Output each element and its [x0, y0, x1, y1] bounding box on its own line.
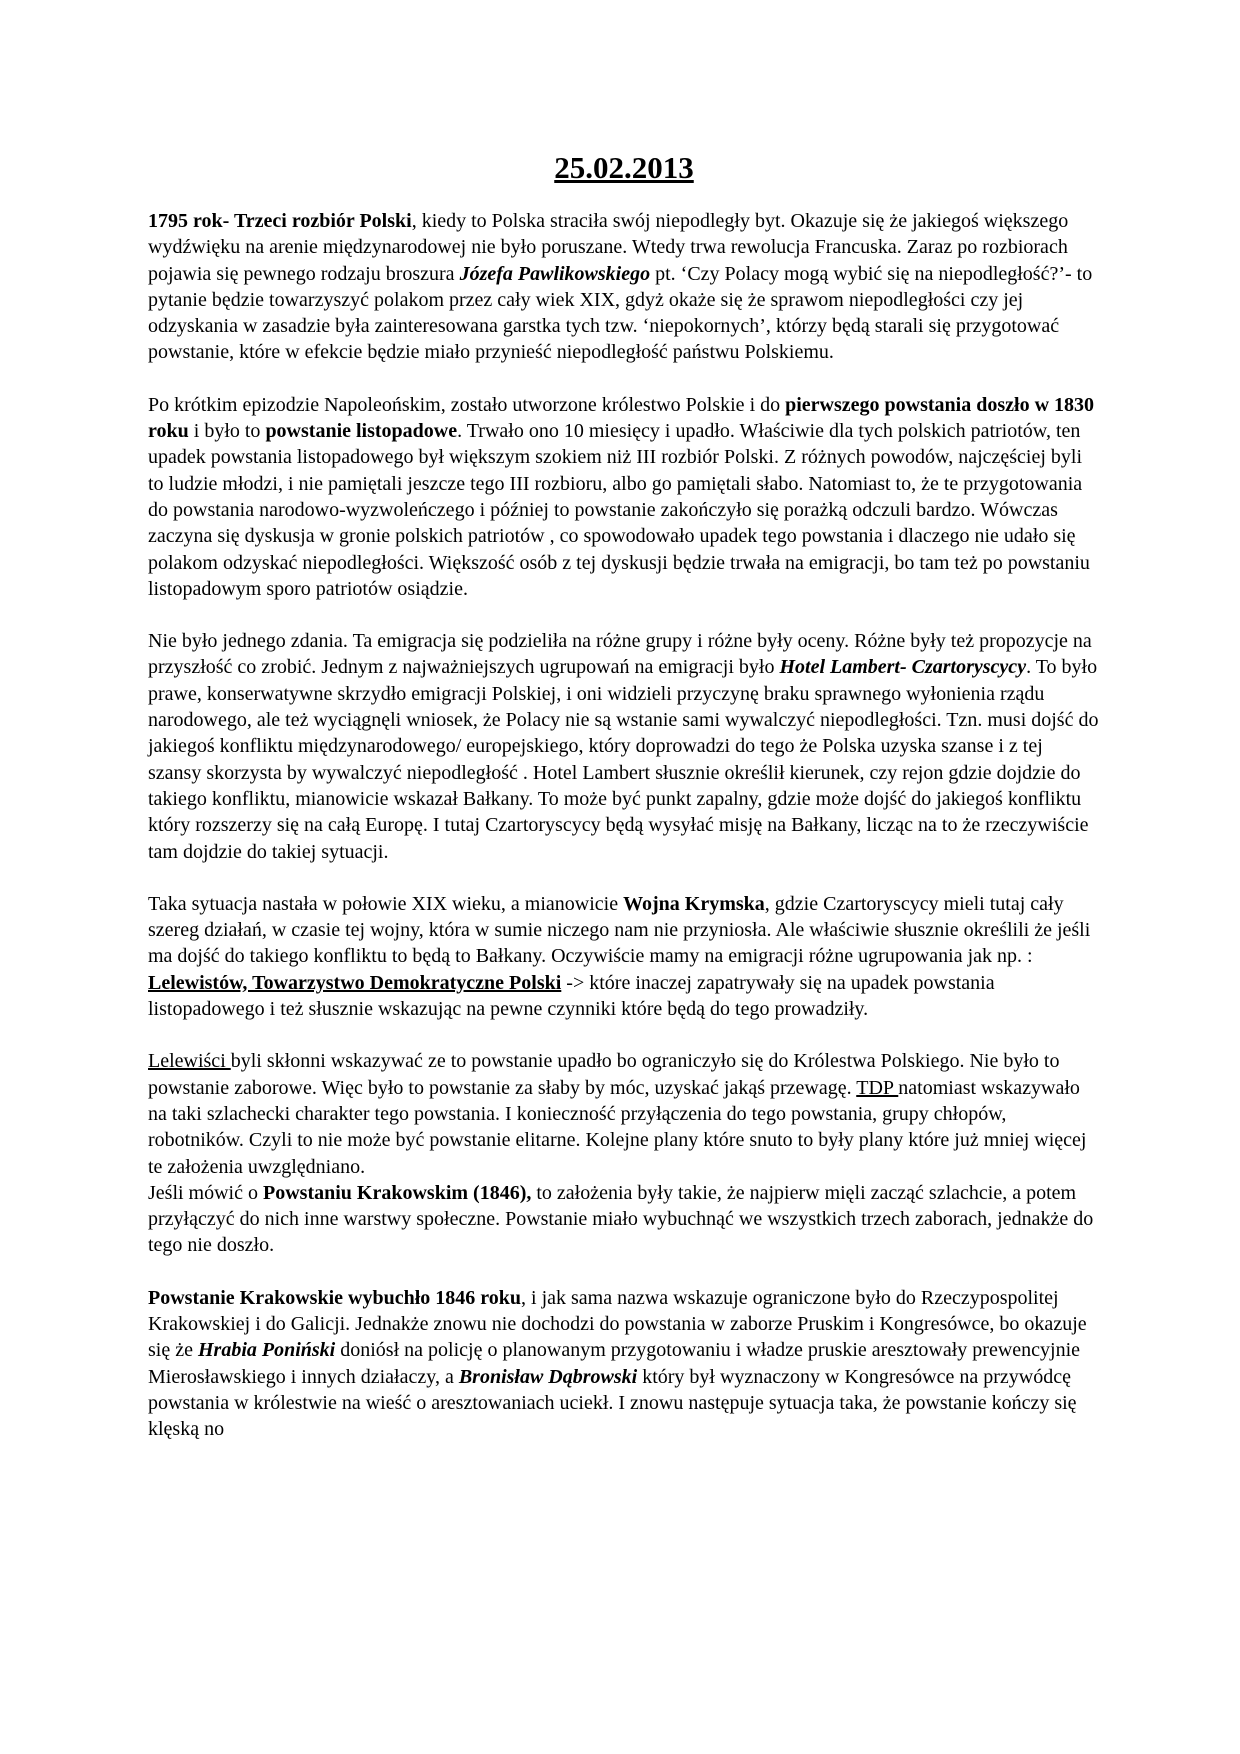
- text-run: doniósł na policję o planowanym przygotowaniu i władze pruskie aresztowały prewencyjnie Mierosławskiego i innych działaczy, a: [148, 1339, 1081, 1388]
- emphasis-hotel-lambert: Hotel Lambert- Czartoryscycy: [779, 656, 1027, 679]
- emphasis-first-uprising: pierwszego powstania doszło w 1830 roku: [148, 393, 1095, 443]
- text-run: , kiedy to Polska straciła swój niepodległy byt. Okazuje się że jakiegoś większego wydźwięku na arenie międzynarodowej nie było poruszane. Wtedy trwa rewolucja Francuska. Zaraz po rozbiorach pojawia się pewnego rodzaju broszura: [148, 210, 1069, 285]
- document-date-title: 25.02.2013: [554, 150, 694, 185]
- text-run: . To było prawe, konserwatywne skrzydło emigracji Polskiej, i oni widzieli przyczynę braku sprawnego wyłonienia rządu narodowego, ale też wyciągnęli wniosek, że Polacy nie są wstanie sami wywalczyć niepodległości. Tzn. musi dojść do jakiegoś konfliktu międzynarodowego/ europejskiego, który doprowadzi do tego że Polska uzyska szanse i z tej szansy skorzysta by wywalczyć niepodległość . Hotel Lambert słusznie określił kierunek, czy rejon gdzie dojdzie do takiego konfliktu, mianowicie wskazał Bałkany. To może być punkt zapalny, gdzie może dojść do jakiegoś konfliktu który rozszerzy się na całą Europę. I tutaj Czartoryscycy będą wysyłać misję na Bałkany, licząc na to że rzeczywiście tam dojdzie do takiej sytuacji.: [148, 656, 1099, 863]
- paragraph-krakow-uprising: [148, 1285, 1100, 1443]
- text-run: . Trwało ono 10 miesięcy i upadło. Właściwie dla tych polskich patriotów, ten upadek powstania listopadowego był większym szokiem niż III rozbiór Polski. Z różnych powodów, najczęściej byli to ludzie młodzi, i nie pamiętali jeszcze tego III rozbioru, albo go pamiętali słabo. Natomiast to, że te przygotowania do powstania narodowo-wyzwoleńczego i później to powstanie zakończyło się porażką odczuli bardzo. Wówczas zaczyna się dyskusja w gronie polskich patriotów , co spowodowało upadek tego powstania i dlaczego nie udało się polakom odzyskać niepodległości. Większość osób z tej dyskusji będzie trwała na emigracji, bo tam też po powstaniu listopadowym sporo patriotów osiądzie.: [148, 420, 1090, 600]
- text-run: Taka sytuacja nastała w połowie XIX wieku, a mianowicie: [148, 892, 624, 915]
- text-run: , gdzie Czartoryscycy mieli tutaj cały szereg działań, w czasie tej wojny, która w sumie niczego nam nie przyniosła. Ale właściwie słusznie określili że jeśli ma dojść do takiego konfliktu to będą to Bałkany. Oczywiście mamy na emigracji różne ugrupowania jak np. :: [148, 892, 1091, 968]
- paragraph-lelewists: [148, 1048, 1100, 1179]
- emphasis-pawlikowski: Józefa Pawlikowskiego: [459, 262, 651, 285]
- emphasis-hrabia-poninski: Hrabia Poniński: [197, 1339, 336, 1362]
- text-run: Jeśli mówić o: [148, 1181, 263, 1204]
- paragraph-emigration: [148, 628, 1100, 865]
- emphasis-lelewists-tdp: Lelewistów, Towarzystwo Demokratyczne Polski: [148, 971, 562, 994]
- text-run: i było to: [188, 420, 266, 443]
- paragraph-crimean-war: [148, 891, 1100, 1022]
- text-run: Nie było jednego zdania. Ta emigracja się podzieliła na różne grupy i różne były oceny. Różne były też propozycje na przyszłość co zrobić. Jednym z najważniejszych ugrupowań na emigracji było: [148, 630, 1092, 679]
- emphasis-lelewisci: Lelewiści: [148, 1050, 231, 1073]
- text-run: to założenia były takie, że najpierw mięli zacząć szlachcie, a potem przyłączyć do nich inne warstwy społeczne. Powstanie miało wybuchnąć we wszystkich trzech zaborach, jednakże do tego nie doszło.: [148, 1181, 1094, 1257]
- text-run: , i jak sama nazwa wskazuje ograniczone było do Rzeczypospolitej Krakowskiej i do Galicji. Jednakże znowu nie dochodzi do powstania w zaborze Pruskim i Kongresówce, bo okazuje się że: [148, 1286, 1087, 1362]
- emphasis-crimean-war: Wojna Krymska: [623, 892, 765, 915]
- paragraph-november-uprising: [148, 392, 1100, 602]
- emphasis-third-partition: 1795 rok- Trzeci rozbiór Polski: [148, 210, 412, 232]
- emphasis-krakow-outbreak: Powstanie Krakowskie wybuchło 1846 roku: [148, 1286, 522, 1309]
- emphasis-krakow-uprising: Powstaniu Krakowskim (1846),: [263, 1181, 532, 1204]
- text-run: byli skłonni wskazywać ze to powstanie upadło bo ograniczyło się do Królestwa Polskiego. Nie było to powstanie zaborowe. Więc było to powstanie za słaby by móc, uzyskać jakąś przewagę.: [148, 1050, 1060, 1099]
- emphasis-november-uprising: powstanie listopadowe: [265, 420, 458, 443]
- text-run: -> które inaczej zapatrywały się na upadek powstania listopadowego i też słusznie wskazując na pewne czynniki które będą do tego prowadziły.: [148, 971, 995, 1021]
- paragraph-krakow-plan: [148, 1180, 1100, 1259]
- text-run: Po krótkim epizodzie Napoleońskim, zostało utworzone królestwo Polskie i do: [148, 393, 786, 416]
- paragraph-partitions: [148, 208, 1100, 366]
- emphasis-dabrowski: Bronisław Dąbrowski: [458, 1365, 638, 1388]
- text-run: natomiast wskazywało na taki szlachecki charakter tego powstania. I konieczność przyłączenia do tego powstania, grupy chłopów, robotników. Czyli to nie może być powstanie elitarne. Kolejne plany które snuto to były plany które już mniej więcej te założenia uwzględniano.: [148, 1076, 1087, 1178]
- text-run: pt. ‘Czy Polacy mogą wybić się na niepodległość?’- to pytanie będzie towarzyszyć polakom przez cały wiek XIX, gdyż okaże się że sprawom niepodległości czy jej odzyskania w zasadzie była zainteresowana garstka tych tzw. ‘niepokornych’, którzy będą starali się przygotować powstanie, które w efekcie będzie miało przynieść niepodległość państwu Polskiemu.: [148, 262, 1093, 364]
- text-run: który był wyznaczony w Kongresówce na przywódcę powstania w królestwie na wieść o aresztowaniach uciekł. I znowu następuje sytuacja taka, że powstanie kończy się klęską no: [148, 1365, 1077, 1441]
- emphasis-tdp: TDP: [856, 1076, 899, 1099]
